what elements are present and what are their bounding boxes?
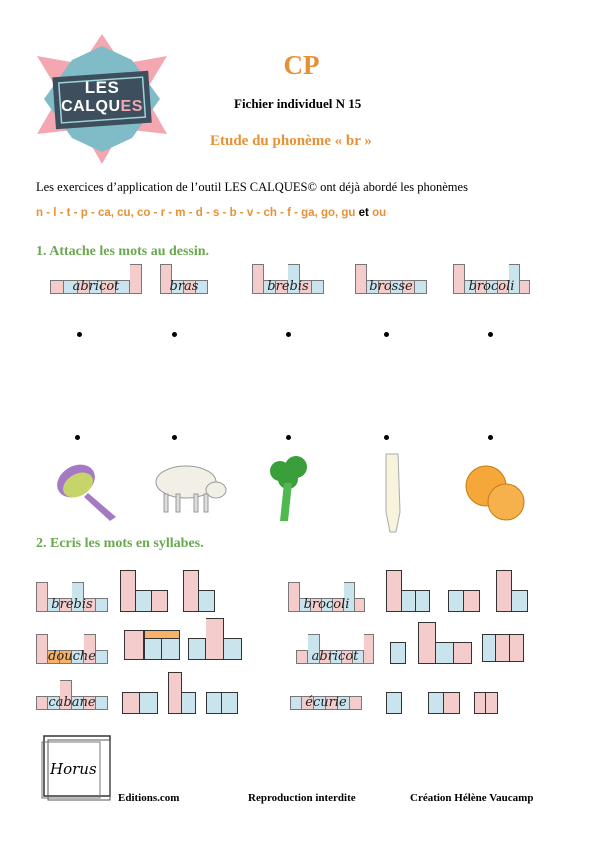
syllable-boxes[interactable] xyxy=(390,642,406,664)
image-dot[interactable] xyxy=(172,435,177,440)
footer-editions: Editions.com xyxy=(118,792,180,804)
word-abricot: abricot xyxy=(50,278,142,294)
syllable-boxes[interactable] xyxy=(496,570,528,612)
syllable-boxes[interactable] xyxy=(206,692,238,714)
image-dot[interactable] xyxy=(384,435,389,440)
word-brosse: brosse xyxy=(355,278,427,294)
word-brebis-model: brebis xyxy=(36,596,108,612)
syllable-boxes[interactable] xyxy=(428,692,460,714)
word-dot[interactable] xyxy=(488,332,493,337)
apricot-image xyxy=(462,462,532,524)
word-dot[interactable] xyxy=(286,332,291,337)
syllable-boxes[interactable] xyxy=(120,570,168,612)
word-bras: bras xyxy=(160,278,208,294)
intro-text: Les exercices d’application de l’outil LES CALQUES© ont déjà abordé les phonèmes xyxy=(36,180,468,194)
word-cabane-model: cabane xyxy=(36,694,108,710)
syllable-boxes[interactable] xyxy=(474,692,498,714)
page-subtitle: Fichier individuel N 15 xyxy=(234,96,362,111)
footer-creation: Création Hélène Vaucamp xyxy=(410,792,534,804)
syllable-boxes[interactable] xyxy=(122,692,158,714)
syllable-boxes[interactable] xyxy=(188,618,242,660)
topic-title: Etude du phonème « br » xyxy=(210,133,372,149)
word-dot[interactable] xyxy=(77,332,82,337)
exercise1-title: 1. Attache les mots au dessin. xyxy=(36,244,210,259)
exercise2-title: 2. Ecris les mots en syllabes. xyxy=(36,536,204,551)
logo-line1: LES xyxy=(84,78,120,97)
footer-rights: Reproduction interdite xyxy=(248,792,356,804)
image-dot[interactable] xyxy=(75,435,80,440)
syllable-boxes[interactable] xyxy=(144,638,180,660)
phoneme-list: n - l - t - p - ca, cu, co - r - m - d - s - b - v - ch - f - ga, go, gu et ou xyxy=(36,207,387,219)
logo-line2: CALQUES xyxy=(61,98,143,115)
broccoli-image xyxy=(266,455,314,525)
syllable-boxes[interactable] xyxy=(482,634,524,662)
syllable-boxes[interactable] xyxy=(418,622,472,664)
syllable-boxes[interactable] xyxy=(386,570,430,612)
word-dot[interactable] xyxy=(172,332,177,337)
word-brebis: brebis xyxy=(252,278,324,294)
syllable-boxes[interactable] xyxy=(168,672,196,714)
syllable-boxes[interactable] xyxy=(183,570,215,612)
image-dot[interactable] xyxy=(488,435,493,440)
syllable-boxes[interactable] xyxy=(124,630,144,660)
word-dot[interactable] xyxy=(384,332,389,337)
word-ecurie-model: écurie xyxy=(290,694,362,710)
word-brocoli-model: brocoli xyxy=(288,596,365,612)
syllable-boxes[interactable] xyxy=(448,590,480,612)
page-level-title: CP xyxy=(283,50,320,80)
sheep-image xyxy=(150,458,230,516)
word-douche-model: douche xyxy=(36,648,108,664)
word-abricot-model: abricot xyxy=(296,648,374,664)
brush-image xyxy=(48,455,123,525)
arm-image xyxy=(378,452,406,534)
word-brocoli: brocoli xyxy=(453,278,530,294)
horus-brand: Horus xyxy=(50,760,97,778)
image-dot[interactable] xyxy=(286,435,291,440)
syllable-boxes[interactable] xyxy=(386,692,402,714)
syllable-boxes[interactable] xyxy=(144,630,180,638)
